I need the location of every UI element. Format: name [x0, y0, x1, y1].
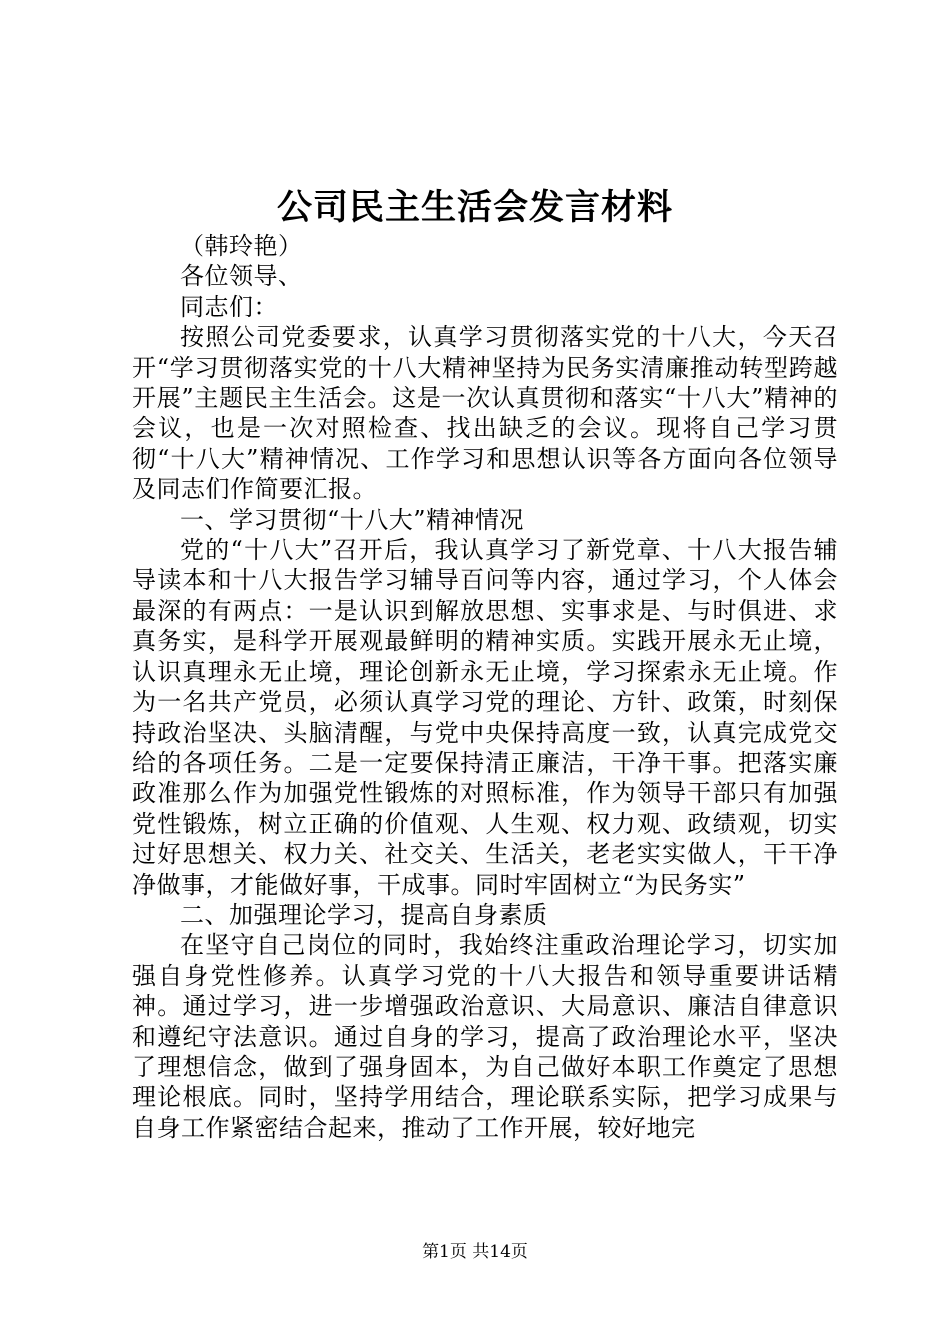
document-body: [132, 231, 838, 1143]
salutation-leaders: 各位领导、: [180, 262, 303, 291]
paragraph-intro: 按照公司党委要求，认真学习贯彻落实党的十八大，今天召开“学习贯彻落实党的十八大精神坚持为民务实清廉推动转型跨越开展”主题民主生活会。这是一次认真贯彻和落实“十八大”精神的会议，也是一次对照检查、找出缺乏的会议。现将自己学习贯彻“十八大”精神情况、工作学习和思想认识等各方面向各位领导及同志们作简要汇报。: [132, 323, 838, 504]
salutation-comrades: 同志们：: [180, 292, 278, 321]
document-title: 公司民主生活会发言材料: [276, 187, 673, 228]
author-line: （韩玲艳）: [180, 232, 303, 260]
section-heading-1: 一、学习贯彻“十八大”精神情况: [180, 505, 525, 534]
paragraph-section-2: 在坚守自己岗位的同时，我始终注重政治理论学习，切实加强自身党性修养。认真学习党的十八大报告和领导重要讲话精神。通过学习，进一步增强政治意识、大局意识、廉洁自律意识和遵纪守法意识。通过自身的学习，提高了政治理论水平，坚决了理想信念，做到了强身固本，为自己做好本职工作奠定了思想理论根底。同时，坚持学用结合，理论联系实际，把学习成果与自身工作紧密结合起来，推动了工作开展，较好地完: [132, 931, 838, 1142]
page-number: 第1页 共14页: [422, 1242, 528, 1262]
section-heading-2: 二、加强理论学习，提高自身素质: [180, 900, 548, 929]
paragraph-section-1: 党的“十八大”召开后，我认真学习了新党章、十八大报告辅导读本和十八大报告学习辅导百问等内容，通过学习，个人体会最深的有两点：一是认识到解放思想、实事求是、与时俱进、求真务实，是科学开展观最鲜明的精神实质。实践开展永无止境，认识真理永无止境，理论创新永无止境，学习探索永无止境。作为一名共产党员，必须认真学习党的理论、方针、政策，时刻保持政治坚决、头脑清醒，与党中央保持高度一致，认真完成党交给的各项任务。二是一定要保持清正廉洁，干净干事。把落实廉政准那么作为加强党性锻炼的对照标准，作为领导干部只有加强党性锻炼，树立正确的价值观、人生观、权力观、政绩观，切实过好思想关、权力关、社交关、生活关，老老实实做人，干干净净做事，才能做好事，干成事。同时牢固树立“为民务实”: [132, 536, 838, 899]
